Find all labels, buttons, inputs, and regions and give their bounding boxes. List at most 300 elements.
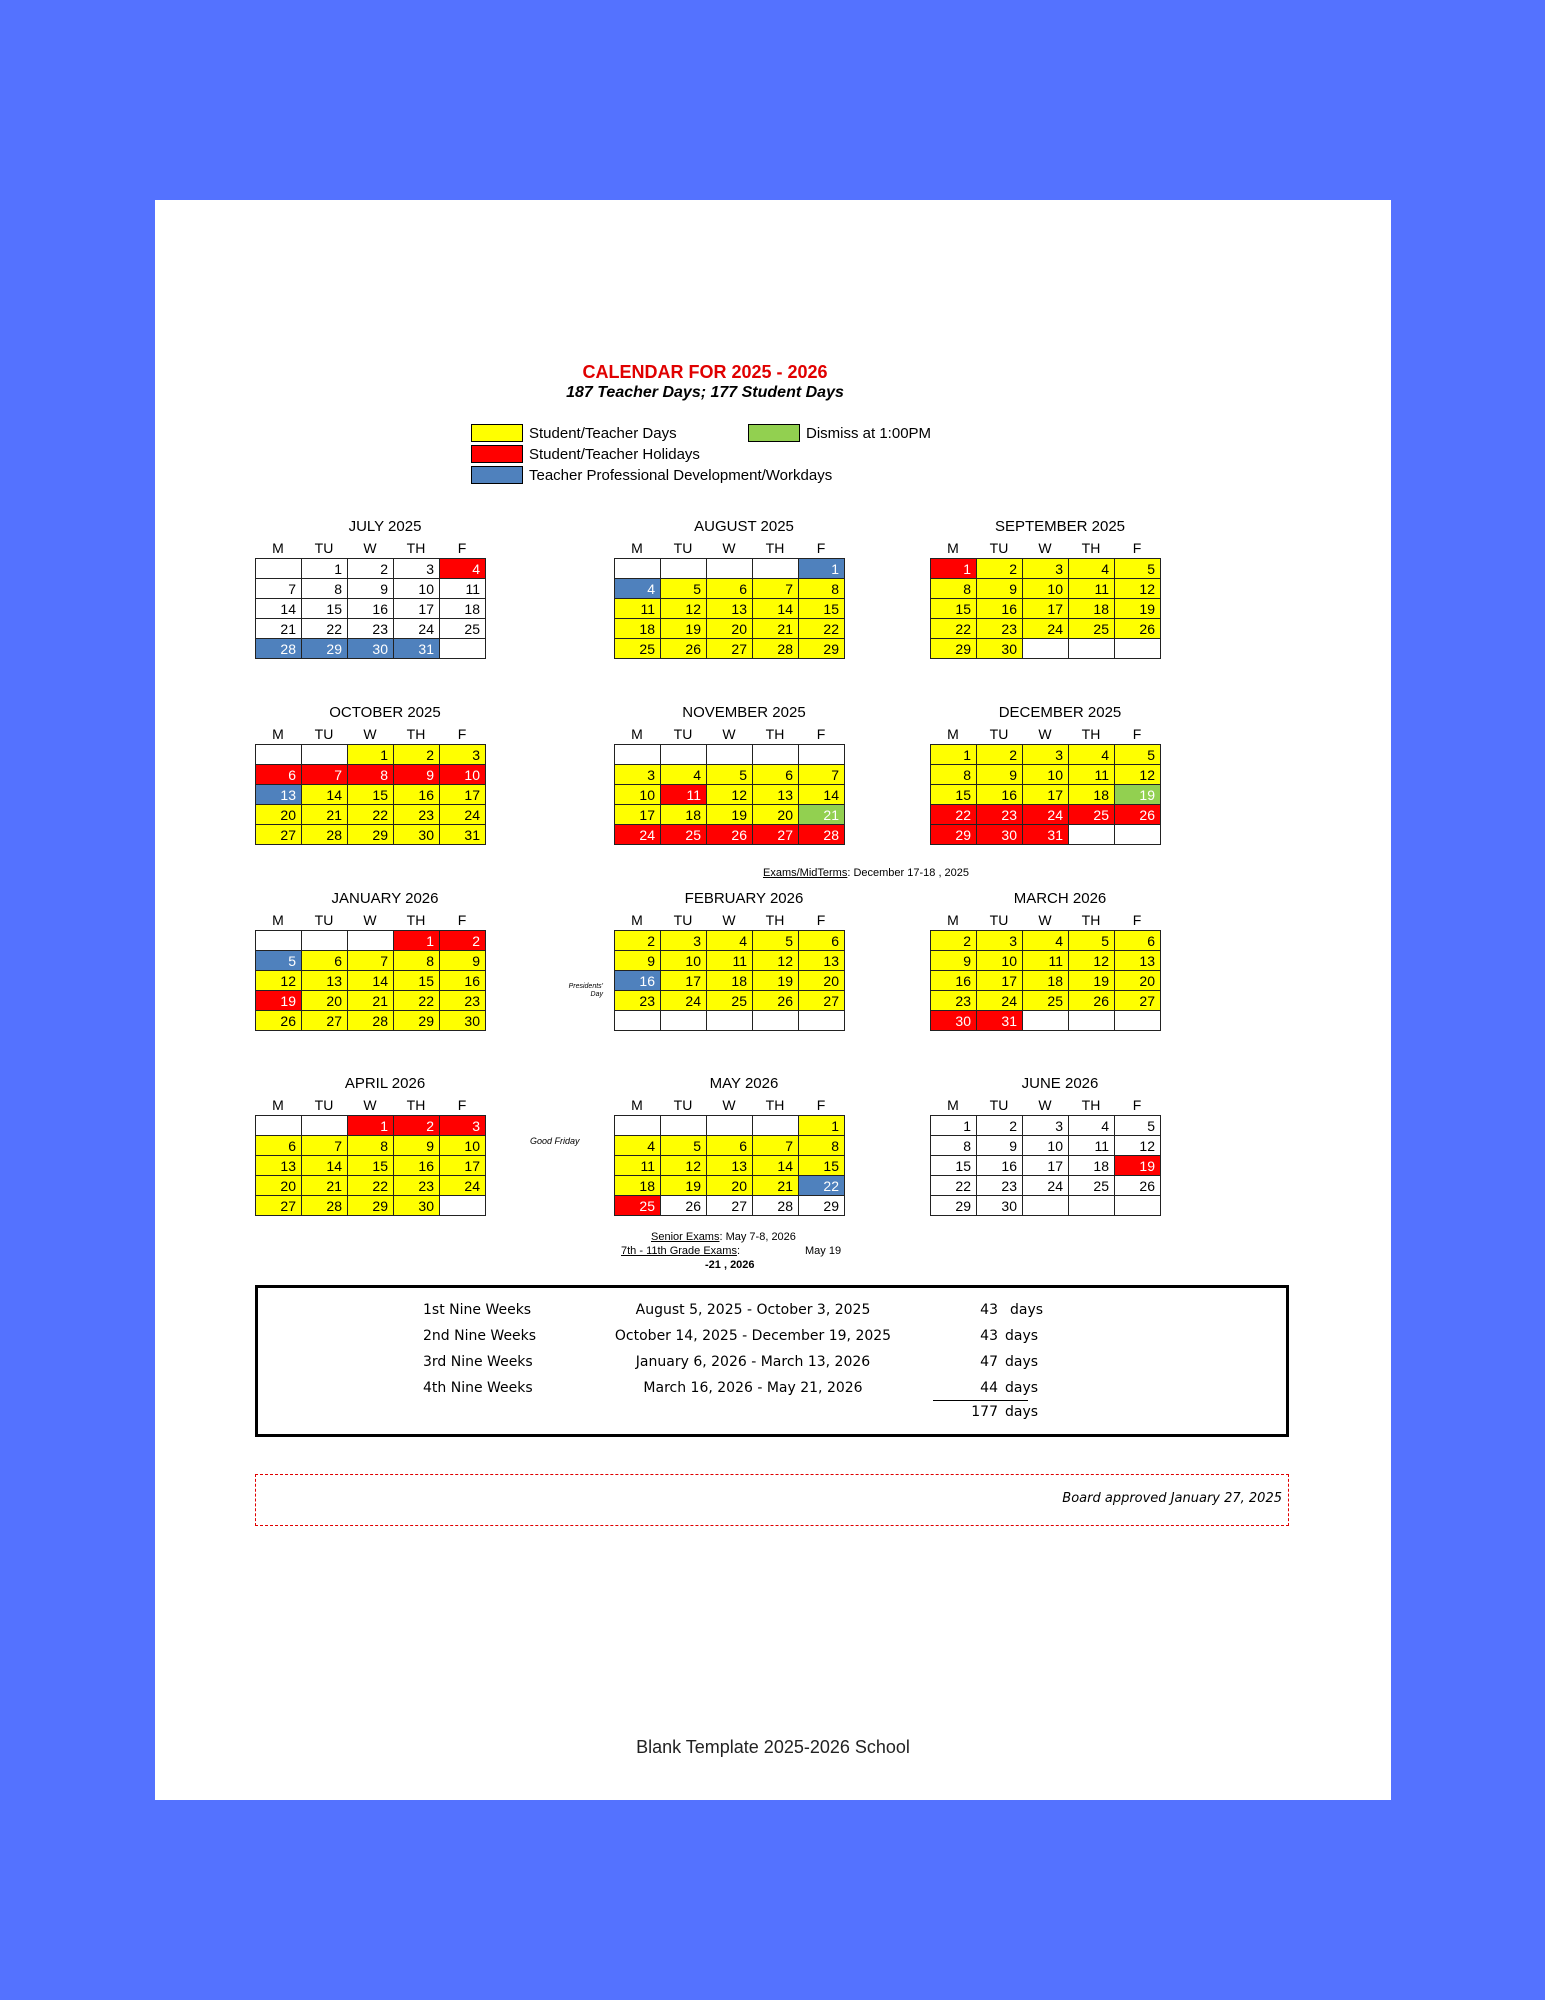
day-cell: 11	[661, 785, 707, 805]
day-cell: 30	[394, 825, 440, 845]
day-cell: 12	[753, 951, 799, 971]
day-of-week-label: F	[457, 912, 467, 928]
day-cell: 22	[931, 619, 977, 639]
day-cell: 2	[348, 559, 394, 579]
day-cell: 15	[931, 1156, 977, 1176]
month-grid	[255, 930, 486, 1031]
day-cell: 22	[394, 991, 440, 1011]
day-of-week-label: M	[631, 1097, 643, 1113]
day-cell: 19	[661, 619, 707, 639]
day-cell: 16	[348, 599, 394, 619]
day-cell: 1	[931, 1116, 977, 1136]
day-cell: 23	[615, 991, 661, 1011]
senior-exams-note	[651, 1231, 796, 1243]
week-row	[931, 765, 1161, 785]
day-cell: 26	[1115, 1176, 1161, 1196]
day-cell: 20	[256, 805, 302, 825]
day-of-week-header	[930, 1095, 1200, 1115]
nine-weeks-label: 1st Nine Weeks	[423, 1302, 532, 1318]
day-of-week-header	[255, 1095, 525, 1115]
day-of-week-header	[614, 538, 884, 558]
day-cell: 8	[348, 765, 394, 785]
day-cell: 27	[707, 1196, 753, 1216]
day-cell: 9	[394, 765, 440, 785]
day-cell: 4	[440, 559, 486, 579]
day-cell: 1	[799, 559, 845, 579]
week-row	[615, 599, 845, 619]
day-cell	[256, 931, 302, 951]
day-cell: 9	[615, 951, 661, 971]
day-cell: 1	[799, 1116, 845, 1136]
week-row	[256, 579, 486, 599]
day-of-week-label: F	[1132, 540, 1142, 556]
day-cell: 19	[661, 1176, 707, 1196]
day-of-week-label: TU	[314, 912, 334, 928]
day-cell: 18	[615, 1176, 661, 1196]
day-cell: 17	[615, 805, 661, 825]
day-cell: 15	[348, 785, 394, 805]
month-name: NOVEMBER 2025	[682, 704, 806, 721]
day-cell: 17	[1023, 1156, 1069, 1176]
week-row	[615, 825, 845, 845]
exams-label: Exams/MidTerms	[763, 867, 848, 879]
total-days: 177	[971, 1404, 998, 1420]
day-cell	[1069, 825, 1115, 845]
senior-exams-value: : May 7-8, 2026	[719, 1231, 796, 1243]
day-cell: 2	[977, 559, 1023, 579]
week-row	[256, 991, 486, 1011]
week-row	[615, 1196, 845, 1216]
day-cell: 6	[707, 579, 753, 599]
day-of-week-label: TH	[406, 1097, 426, 1113]
month-grid	[614, 744, 845, 845]
day-cell	[440, 1196, 486, 1216]
day-cell: 27	[256, 1196, 302, 1216]
day-cell	[1069, 1196, 1115, 1216]
day-cell: 23	[931, 991, 977, 1011]
day-of-week-label: M	[272, 1097, 284, 1113]
legend-holidays	[471, 445, 700, 463]
day-cell: 28	[799, 825, 845, 845]
day-of-week-label: TU	[673, 1097, 693, 1113]
day-of-week-label: W	[1038, 726, 1052, 742]
week-row	[615, 951, 845, 971]
day-cell: 2	[931, 931, 977, 951]
day-of-week-label: M	[631, 912, 643, 928]
day-cell: 16	[615, 971, 661, 991]
day-of-week-label: TH	[765, 912, 785, 928]
day-cell: 28	[256, 639, 302, 659]
day-cell: 27	[707, 639, 753, 659]
month-calendar	[255, 888, 525, 1031]
day-of-week-label: M	[947, 1097, 959, 1113]
day-cell: 8	[394, 951, 440, 971]
day-cell: 21	[348, 991, 394, 1011]
day-of-week-label: TU	[989, 540, 1009, 556]
day-cell: 21	[799, 805, 845, 825]
day-cell	[1023, 1011, 1069, 1031]
month-grid	[930, 744, 1161, 845]
day-cell: 23	[394, 1176, 440, 1196]
day-cell: 31	[1023, 825, 1069, 845]
day-cell: 5	[1069, 931, 1115, 951]
day-of-week-label: W	[1038, 1097, 1052, 1113]
day-cell: 22	[931, 805, 977, 825]
day-cell	[302, 931, 348, 951]
day-cell: 2	[615, 931, 661, 951]
day-cell: 11	[1023, 951, 1069, 971]
week-row	[256, 805, 486, 825]
week-row	[256, 971, 486, 991]
month-grid	[255, 1115, 486, 1216]
day-of-week-label: TU	[673, 726, 693, 742]
month-calendar	[614, 702, 884, 845]
day-cell: 10	[1023, 765, 1069, 785]
day-cell: 19	[1115, 785, 1161, 805]
week-row	[615, 805, 845, 825]
week-row	[615, 619, 845, 639]
day-of-week-label: TH	[406, 540, 426, 556]
day-cell: 29	[931, 825, 977, 845]
week-row	[615, 1116, 845, 1136]
board-approved-text: Board approved January 27, 2025	[1062, 1491, 1282, 1506]
week-row	[615, 1136, 845, 1156]
day-cell	[615, 559, 661, 579]
day-of-week-header	[930, 724, 1200, 744]
day-cell: 6	[799, 931, 845, 951]
day-cell: 20	[753, 805, 799, 825]
month-calendar	[614, 516, 884, 659]
day-cell: 28	[348, 1011, 394, 1031]
nine-weeks-days: 43	[980, 1302, 998, 1318]
week-row	[615, 785, 845, 805]
day-cell: 31	[977, 1011, 1023, 1031]
day-cell: 18	[1023, 971, 1069, 991]
day-of-week-label: W	[722, 540, 736, 556]
day-cell: 16	[394, 785, 440, 805]
day-of-week-label: W	[363, 1097, 377, 1113]
legend-label: Dismiss at 1:00PM	[806, 424, 932, 442]
day-cell: 11	[615, 1156, 661, 1176]
day-cell: 3	[394, 559, 440, 579]
week-row	[256, 1156, 486, 1176]
day-of-week-label: TU	[314, 540, 334, 556]
day-cell: 3	[977, 931, 1023, 951]
week-row	[931, 1196, 1161, 1216]
month-grid	[930, 1115, 1161, 1216]
day-cell: 30	[440, 1011, 486, 1031]
day-cell: 19	[1115, 1156, 1161, 1176]
day-cell: 3	[615, 765, 661, 785]
legend-label: Student/Teacher Days	[529, 424, 677, 442]
day-cell: 14	[753, 599, 799, 619]
day-of-week-label: F	[457, 540, 467, 556]
day-cell: 19	[256, 991, 302, 1011]
day-cell: 17	[1023, 599, 1069, 619]
month-grid	[255, 558, 486, 659]
day-of-week-label: M	[631, 540, 643, 556]
week-row	[931, 599, 1161, 619]
day-cell	[256, 745, 302, 765]
day-cell: 27	[302, 1011, 348, 1031]
week-row	[615, 991, 845, 1011]
day-cell	[302, 745, 348, 765]
month-name: JANUARY 2026	[331, 890, 439, 907]
day-cell: 17	[661, 971, 707, 991]
day-cell: 30	[931, 1011, 977, 1031]
day-cell: 26	[1115, 619, 1161, 639]
day-cell	[799, 745, 845, 765]
day-cell: 21	[302, 805, 348, 825]
day-cell: 28	[753, 1196, 799, 1216]
day-cell: 4	[1069, 1116, 1115, 1136]
day-cell: 14	[302, 1156, 348, 1176]
day-cell: 12	[661, 599, 707, 619]
day-cell: 12	[256, 971, 302, 991]
day-cell: 14	[348, 971, 394, 991]
day-cell: 22	[799, 1176, 845, 1196]
day-cell: 18	[707, 971, 753, 991]
day-cell: 19	[753, 971, 799, 991]
day-of-week-label: M	[947, 912, 959, 928]
day-cell: 25	[615, 639, 661, 659]
page-subtitle: 187 Teacher Days; 177 Student Days	[566, 384, 844, 401]
day-cell: 10	[1023, 1136, 1069, 1156]
week-row	[615, 745, 845, 765]
day-cell: 15	[302, 599, 348, 619]
month-calendar	[255, 1073, 525, 1216]
day-cell: 3	[440, 745, 486, 765]
day-cell: 8	[799, 579, 845, 599]
day-cell: 4	[1069, 559, 1115, 579]
day-of-week-header	[255, 538, 525, 558]
day-cell	[1115, 639, 1161, 659]
red-swatch	[471, 445, 523, 463]
nine-weeks-days-unit: days	[1005, 1328, 1039, 1344]
blue-swatch	[471, 466, 523, 484]
day-of-week-label: F	[816, 912, 826, 928]
day-cell: 15	[931, 785, 977, 805]
day-cell: 3	[1023, 745, 1069, 765]
day-of-week-label: M	[272, 726, 284, 742]
legend-pd	[471, 466, 832, 484]
day-cell: 4	[615, 1136, 661, 1156]
week-row	[615, 971, 845, 991]
day-cell: 24	[394, 619, 440, 639]
day-cell	[707, 1011, 753, 1031]
nine-weeks-days-unit: days	[1010, 1302, 1044, 1318]
day-cell: 4	[1023, 931, 1069, 951]
nine-weeks-range: October 14, 2025 - December 19, 2025	[614, 1328, 892, 1344]
day-cell: 16	[931, 971, 977, 991]
day-of-week-label: TU	[989, 1097, 1009, 1113]
day-of-week-label: F	[457, 1097, 467, 1113]
day-cell: 15	[931, 599, 977, 619]
day-cell: 9	[977, 1136, 1023, 1156]
week-row	[931, 1011, 1161, 1031]
day-cell: 9	[931, 951, 977, 971]
green-swatch	[748, 424, 800, 442]
month-calendar	[255, 702, 525, 845]
day-cell: 12	[707, 785, 753, 805]
day-of-week-label: F	[457, 726, 467, 742]
day-cell: 13	[799, 951, 845, 971]
day-cell: 6	[256, 1136, 302, 1156]
day-cell: 5	[1115, 745, 1161, 765]
week-row	[256, 559, 486, 579]
day-of-week-label: TU	[314, 1097, 334, 1113]
day-cell	[753, 745, 799, 765]
week-row	[256, 765, 486, 785]
day-cell	[1115, 1011, 1161, 1031]
day-of-week-label: TH	[1081, 1097, 1101, 1113]
day-cell: 26	[1069, 991, 1115, 1011]
day-cell: 23	[440, 991, 486, 1011]
day-of-week-label: M	[272, 912, 284, 928]
day-cell: 10	[1023, 579, 1069, 599]
day-cell: 24	[1023, 619, 1069, 639]
week-row	[931, 745, 1161, 765]
week-row	[931, 559, 1161, 579]
day-cell: 23	[348, 619, 394, 639]
day-cell: 21	[753, 1176, 799, 1196]
day-cell: 25	[1069, 619, 1115, 639]
day-cell: 25	[1023, 991, 1069, 1011]
week-row	[931, 931, 1161, 951]
month-calendar	[930, 702, 1200, 845]
day-cell: 25	[615, 1196, 661, 1216]
day-cell	[1069, 639, 1115, 659]
nine-weeks-range: January 6, 2026 - March 13, 2026	[635, 1354, 871, 1370]
week-row	[615, 931, 845, 951]
day-of-week-header	[930, 538, 1200, 558]
day-cell: 1	[348, 1116, 394, 1136]
day-cell: 17	[440, 785, 486, 805]
week-row	[256, 1136, 486, 1156]
day-cell: 11	[707, 951, 753, 971]
day-cell	[440, 639, 486, 659]
day-cell: 13	[707, 1156, 753, 1176]
day-cell: 6	[753, 765, 799, 785]
day-cell: 16	[977, 599, 1023, 619]
day-cell: 8	[931, 765, 977, 785]
day-cell: 8	[931, 1136, 977, 1156]
day-cell: 25	[1069, 805, 1115, 825]
day-cell	[799, 1011, 845, 1031]
day-cell: 26	[256, 1011, 302, 1031]
month-grid	[255, 744, 486, 845]
day-of-week-label: W	[722, 1097, 736, 1113]
day-of-week-label: W	[722, 726, 736, 742]
nine-weeks-label: 4th Nine Weeks	[423, 1380, 533, 1396]
day-cell: 5	[1115, 1116, 1161, 1136]
day-cell: 6	[302, 951, 348, 971]
day-of-week-header	[255, 724, 525, 744]
day-cell: 28	[753, 639, 799, 659]
day-cell	[615, 1011, 661, 1031]
week-row	[931, 639, 1161, 659]
day-cell: 8	[348, 1136, 394, 1156]
day-cell	[707, 559, 753, 579]
day-cell: 7	[256, 579, 302, 599]
day-cell: 24	[440, 805, 486, 825]
day-cell	[707, 1116, 753, 1136]
day-cell	[1115, 1196, 1161, 1216]
day-of-week-label: TH	[765, 540, 785, 556]
day-cell: 9	[394, 1136, 440, 1156]
day-cell: 7	[302, 1136, 348, 1156]
day-of-week-label: M	[947, 540, 959, 556]
week-row	[931, 991, 1161, 1011]
day-cell: 18	[1069, 785, 1115, 805]
day-cell: 5	[753, 931, 799, 951]
month-grid	[930, 558, 1161, 659]
week-row	[615, 559, 845, 579]
day-cell: 2	[394, 1116, 440, 1136]
day-of-week-label: M	[272, 540, 284, 556]
day-of-week-label: TU	[314, 726, 334, 742]
day-cell: 6	[256, 765, 302, 785]
day-cell: 29	[799, 639, 845, 659]
day-cell: 1	[348, 745, 394, 765]
day-cell: 29	[302, 639, 348, 659]
day-cell: 7	[799, 765, 845, 785]
week-row	[615, 1156, 845, 1176]
day-cell: 3	[440, 1116, 486, 1136]
day-cell: 16	[440, 971, 486, 991]
day-cell: 23	[394, 805, 440, 825]
day-cell: 12	[661, 1156, 707, 1176]
day-cell: 31	[394, 639, 440, 659]
day-of-week-label: TH	[1081, 912, 1101, 928]
day-cell: 10	[977, 951, 1023, 971]
day-cell	[1069, 1011, 1115, 1031]
day-cell: 27	[1115, 991, 1161, 1011]
day-cell: 13	[1115, 951, 1161, 971]
week-row	[931, 825, 1161, 845]
day-cell	[661, 745, 707, 765]
day-cell: 24	[440, 1176, 486, 1196]
day-cell: 28	[302, 1196, 348, 1216]
month-calendar	[614, 888, 884, 1031]
day-cell: 3	[1023, 1116, 1069, 1136]
month-grid	[614, 1115, 845, 1216]
day-cell: 27	[753, 825, 799, 845]
month-calendar	[255, 516, 525, 659]
day-of-week-header	[614, 910, 884, 930]
day-cell	[256, 559, 302, 579]
day-cell: 22	[799, 619, 845, 639]
day-cell: 9	[440, 951, 486, 971]
day-of-week-label: W	[363, 912, 377, 928]
day-cell: 18	[440, 599, 486, 619]
month-name: SEPTEMBER 2025	[994, 518, 1126, 535]
day-of-week-label: M	[947, 726, 959, 742]
day-cell: 10	[440, 1136, 486, 1156]
month-name: JULY 2025	[348, 518, 422, 535]
week-row	[256, 745, 486, 765]
day-cell: 25	[707, 991, 753, 1011]
day-cell	[348, 931, 394, 951]
footer-text: Blank Template 2025-2026 School	[636, 1737, 910, 1757]
day-cell	[753, 1011, 799, 1031]
legend-label: Teacher Professional Development/Workdays	[529, 466, 833, 484]
day-cell: 15	[799, 1156, 845, 1176]
calendar-page	[155, 200, 1391, 1800]
week-row	[256, 599, 486, 619]
day-cell: 25	[661, 825, 707, 845]
day-cell: 3	[661, 931, 707, 951]
